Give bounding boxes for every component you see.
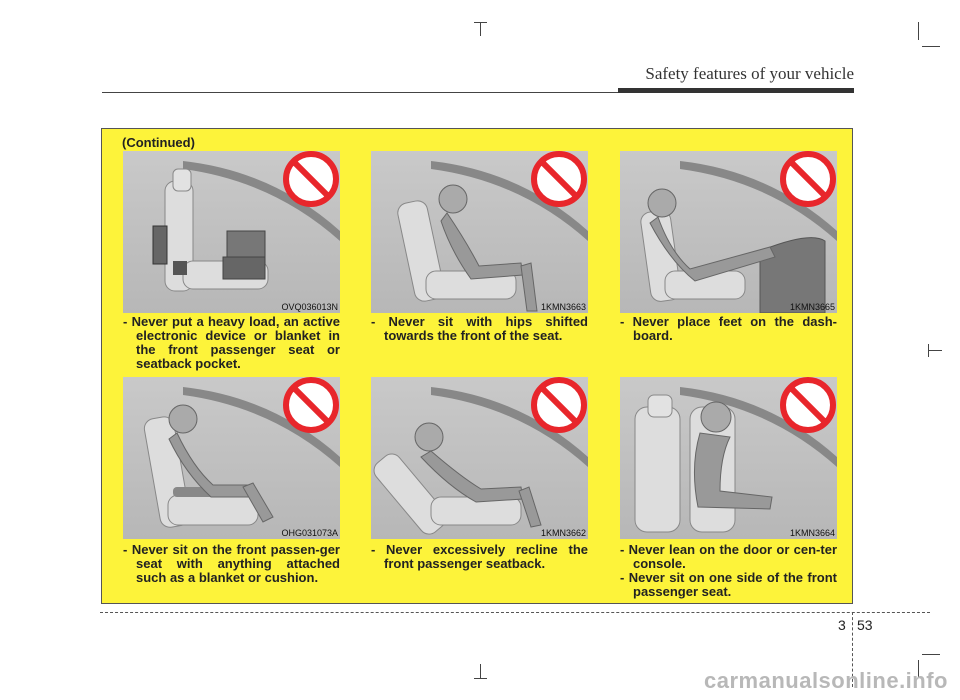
page-number: 53: [857, 617, 873, 633]
no-symbol-icon: [123, 377, 340, 539]
registration-mark-top: [474, 22, 487, 23]
no-symbol-icon: [123, 151, 340, 313]
footer-rule: [100, 612, 930, 613]
figure-code: OHG031073A: [281, 528, 338, 538]
figure-code: OVQ036013N: [281, 302, 338, 312]
no-symbol-icon: [371, 377, 588, 539]
registration-mark-bottom: [474, 678, 487, 679]
crop-mark: [918, 22, 919, 40]
no-symbol-icon: [371, 151, 588, 313]
illustration-hips-shifted: [371, 151, 588, 313]
caption: - Never excessively recline the front passenger seatback.: [371, 542, 588, 571]
crop-mark: [922, 46, 940, 47]
illustration-lean-door: [620, 377, 837, 539]
no-symbol-icon: [620, 151, 837, 313]
chapter-number: 3: [838, 617, 846, 633]
caption: - Never sit with hips shifted towards the front of the seat.: [371, 314, 588, 343]
registration-mark-bottom: [480, 664, 481, 678]
header-rule-accent: [618, 88, 854, 93]
illustration-blanket-cushion: [123, 377, 340, 539]
section-title: Safety features of your vehicle: [645, 64, 854, 83]
continued-label: (Continued): [122, 135, 195, 150]
caption: - Never place feet on the dash-board.: [620, 314, 837, 343]
registration-mark-right: [928, 344, 929, 357]
caption: - Never sit on the front passen-ger seat with anything attached such as a blanket or cushion.: [123, 542, 340, 585]
illustration-heavy-load: [123, 151, 340, 313]
crop-mark: [922, 654, 940, 655]
watermark: carmanualsonline.info: [704, 668, 948, 693]
registration-mark-top: [480, 22, 481, 36]
figure-code: 1KMN3664: [789, 528, 835, 538]
illustration-recline-seatback: [371, 377, 588, 539]
figure-code: 1KMN3665: [789, 302, 835, 312]
figure-code: 1KMN3662: [540, 528, 586, 538]
caption: - Never lean on the door or cen-ter console. - Never sit on one side of the front passenger seat.: [620, 542, 837, 599]
no-symbol-icon: [620, 377, 837, 539]
caption: - Never put a heavy load, an active electronic device or blanket in the front passenger seat or seatback pocket.: [123, 314, 340, 371]
warning-panel: [101, 128, 853, 604]
registration-mark-right: [928, 350, 942, 351]
illustration-feet-dashboard: [620, 151, 837, 313]
figure-code: 1KMN3663: [540, 302, 586, 312]
